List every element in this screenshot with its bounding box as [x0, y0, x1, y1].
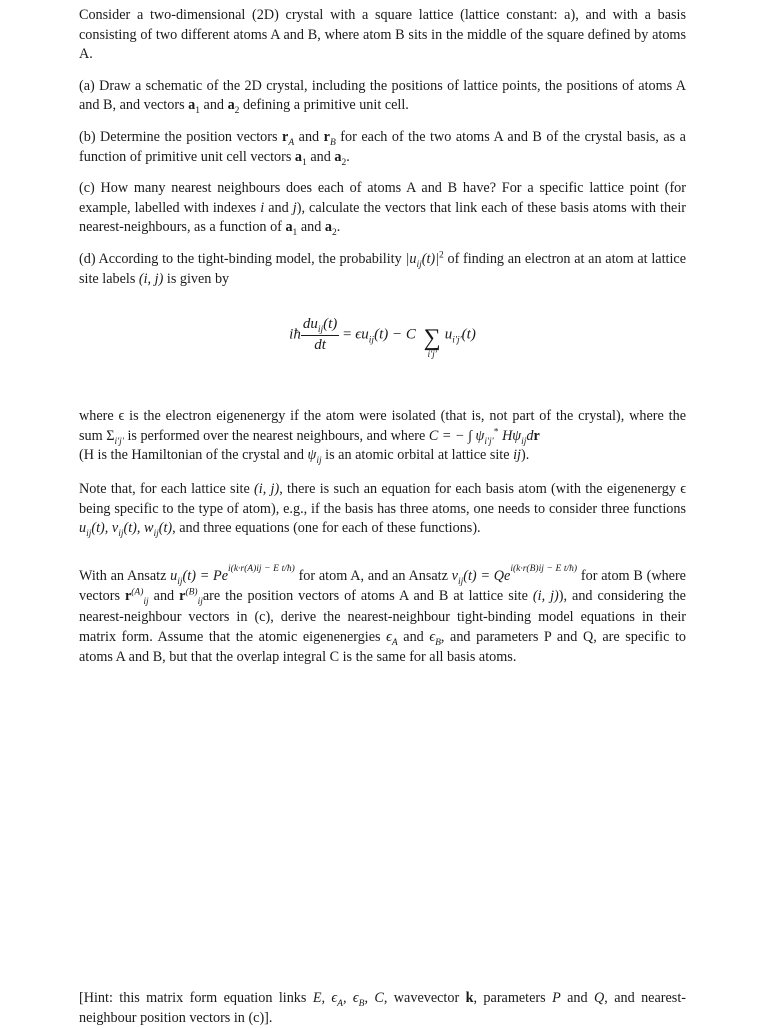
eq-sum-term-end: (t): [461, 326, 476, 343]
psi-subscript: i′j′: [484, 436, 494, 447]
hint-sub-A: A: [337, 999, 343, 1010]
dr-d: d: [526, 427, 534, 444]
eq-ihbar: iħ: [289, 326, 301, 343]
ansatz-v-rhs: (t) = Qe: [463, 567, 511, 584]
eq-denominator: dt: [314, 336, 326, 353]
conjunction: and: [148, 588, 180, 605]
vector-a2: a: [324, 219, 332, 236]
site-label: (i, j): [254, 480, 280, 497]
probability-expr: |u: [405, 250, 417, 267]
function-v-end: (t),: [123, 520, 144, 537]
problem-text: [79, 6, 686, 680]
hint-text-params: , parameters: [473, 990, 553, 1007]
ansatz-text: With an Ansatz: [79, 567, 171, 584]
vector-rB: r: [323, 128, 330, 145]
vector-rB-subscript: B: [329, 137, 336, 148]
hint-P: P: [552, 990, 561, 1007]
part-b-paragraph: [79, 128, 686, 167]
vector-a1-subscript: 1: [292, 228, 298, 239]
vector-a1: a: [294, 148, 303, 165]
function-w-sub: ij: [153, 528, 159, 539]
site-label: (i, j): [532, 588, 559, 605]
part-d-text-end: is given by: [163, 270, 230, 287]
hint-paragraph: [79, 989, 686, 1028]
part-c-text-middle: ), calculate the vectors that link each of these basis atoms with their nearest-neighbours, as a function of: [79, 199, 686, 236]
vector-a2-subscript: 2: [341, 157, 347, 168]
hint-C: , C: [364, 990, 384, 1007]
epsilon-B: ϵ: [429, 628, 436, 645]
overlap-integral: C = − ∫ ψ: [428, 427, 485, 444]
ansatz-text-derive: ), and considering the nearest-neighbour vectors in (c), derive the nearest-neighbour tight-binding model equations in their matrix form. Assume that the atomic eigenenergies: [79, 588, 686, 645]
part-a-text: (a) Draw a schematic of the 2D crystal, including the positions of lattice points, the positions of atoms A and B, and vectors: [79, 77, 686, 114]
conjunction: and: [306, 148, 335, 165]
dr-r: r: [533, 427, 540, 444]
vector-rA: r: [282, 128, 289, 145]
epsilon-A-sub: A: [391, 637, 398, 648]
index-i: i: [260, 199, 265, 216]
site-label: (i, j): [138, 270, 164, 287]
eq-derivative-fraction: [301, 315, 339, 355]
note-text-middle: , there is such an equation for each basis atom (with the eigenenergy ϵ being specific to the type of atom), e.g., if the basis has three atoms, one needs to consider three functions: [79, 480, 686, 517]
ansatz-text-vectors: for atom B (where vectors: [79, 567, 686, 605]
tight-binding-equation: [79, 315, 686, 367]
function-v: v: [111, 520, 119, 537]
probability-subscript: ij: [416, 259, 422, 270]
function-u-sub: ij: [86, 528, 92, 539]
function-u-end: (t),: [91, 520, 112, 537]
intro-paragraph: Consider a two-dimensional (2D) crystal with a square lattice (lattice constant: a), and with a basis consisting of two different atoms A and B, where atom B sits in the middle of the square defined by atoms A.: [79, 7, 686, 63]
hint-Q: Q: [594, 990, 605, 1007]
vector-rA-subscript: A: [288, 137, 295, 148]
conjunction: and: [264, 199, 293, 216]
hint-text: [Hint: this matrix form equation links: [79, 990, 313, 1007]
hint-vars: E, ϵ: [312, 990, 338, 1007]
psi-subscript: ij: [316, 456, 322, 467]
where-text: where ϵ is the electron eigenenergy if the atom were isolated (that is, not part of the crystal), where the sum Σ: [79, 408, 686, 444]
note-text-end: , and three equations (one for each of these functions).: [172, 520, 481, 537]
vector-a2-subscript: 2: [331, 228, 337, 239]
eq-num-text: du: [302, 316, 318, 333]
hint-k: k: [465, 990, 474, 1007]
eq-epsilon-term: ϵu: [355, 326, 369, 343]
function-u: u: [79, 520, 87, 537]
part-d-text-middle: of finding an electron at an atom at lattice site labels: [79, 250, 686, 287]
probability-expr-end: (t)|: [421, 250, 440, 267]
part-a-paragraph: [79, 77, 686, 116]
ansatz-u: u: [170, 567, 178, 584]
hint-epsilon-B: , ϵ: [342, 990, 359, 1007]
vector-rA-sup: (A): [131, 587, 144, 598]
ansatz-u-rhs: (t) = Pe: [182, 567, 229, 584]
hamiltonian-term: Hψ: [498, 427, 522, 444]
note-paragraph: [79, 480, 686, 539]
hint-text-wavevector: , wavevector: [383, 990, 466, 1007]
vector-rA: r: [124, 588, 132, 605]
sum-subscript: i′j′: [114, 436, 124, 447]
probability-exponent: 2: [439, 250, 444, 261]
hint-sub-B: B: [358, 999, 365, 1010]
ansatz-v-exponent: i(k·r(B)ij − E t/ħ): [510, 563, 578, 574]
vector-rB-sup: (B): [185, 587, 198, 598]
where-text-middle: is performed over the nearest neighbours, and where: [123, 427, 429, 444]
part-c-paragraph: [79, 179, 686, 238]
sigma-symbol: ∑: [423, 325, 441, 352]
where-text-orbital: is an atomic orbital at lattice site: [321, 447, 514, 464]
vector-rA-sub: ij: [143, 596, 149, 607]
vector-a1: a: [285, 219, 293, 236]
function-w-end: (t): [158, 520, 173, 537]
note-text: Note that, for each lattice site: [79, 480, 255, 497]
ansatz-v-sub: ij: [457, 576, 464, 587]
part-b-text-middle: for each of the two atoms A and B of the crystal basis, as a function of primitive unit cell vectors: [79, 128, 686, 165]
eq-sum-term: u: [444, 326, 453, 343]
ansatz-text-position: are the position vectors of atoms A and B at lattice site: [202, 588, 533, 605]
epsilon-A: ϵ: [386, 628, 392, 645]
vector-a2-subscript: 2: [234, 106, 240, 117]
conjunction: and: [297, 219, 325, 236]
conjunction: and: [397, 628, 430, 645]
ansatz-v: v: [451, 567, 458, 584]
part-c-text: (c) How many nearest neighbours does each of atoms A and B have? For a specific lattice point (for example, labelled with indexes: [79, 180, 686, 216]
eq-num-end: (t): [323, 316, 338, 333]
function-w: w: [143, 520, 154, 537]
where-text-end: ).: [521, 447, 530, 464]
function-v-sub: ij: [118, 528, 124, 539]
sigma-limits: i′j′: [427, 350, 437, 361]
eq-epsilon-end: (t) − C: [374, 326, 416, 343]
ansatz-u-exponent: i(k·r(A)ij − E t/ħ): [228, 563, 295, 574]
conjunction: and: [294, 128, 324, 145]
epsilon-B-sub: B: [435, 637, 441, 648]
eq-epsilon-sub: ij: [368, 335, 375, 346]
part-a-text-end: defining a primitive unit cell.: [239, 97, 409, 114]
conjunction: and: [199, 97, 228, 114]
vector-a1-subscript: 1: [195, 106, 200, 117]
eq-equals: =: [339, 326, 356, 343]
psi-symbol: ψ: [307, 447, 317, 464]
eq-num-sub: ij: [317, 325, 324, 336]
site-ij: ij: [513, 447, 521, 464]
ansatz-text-middle: for atom A, and an Ansatz: [294, 567, 452, 584]
part-d-text: (d) According to the tight-binding model, the probability: [79, 250, 406, 267]
period: .: [346, 148, 350, 165]
psi-subscript: ij: [521, 436, 527, 447]
eq-numerator: [301, 315, 339, 336]
psi-conjugate: *: [493, 426, 499, 437]
part-b-text: (b) Determine the position vectors: [79, 128, 283, 145]
part-d-paragraph: [79, 250, 686, 289]
vector-rB-sub: ij: [197, 596, 203, 607]
eq-sum-term-sub: i′j′: [452, 335, 462, 346]
index-j: j: [292, 199, 297, 216]
period: .: [336, 219, 341, 236]
conjunction: and: [560, 990, 595, 1007]
vector-a1-subscript: 1: [302, 157, 307, 168]
eq-summation: [424, 326, 441, 360]
vector-a2: a: [334, 148, 342, 165]
ansatz-paragraph: [79, 559, 686, 668]
hint-text-end: , and nearest-neighbour position vectors in (c)].: [79, 990, 686, 1026]
where-text-hamiltonian: (H is the Hamiltonian of the crystal and: [79, 447, 308, 464]
vector-a1: a: [188, 97, 196, 114]
ansatz-text-end: , and parameters P and Q, are specific to atoms A and B, but that the overlap integral C is the same for all basis atoms.: [79, 628, 686, 666]
vector-a2: a: [227, 97, 235, 114]
vector-rB: r: [179, 588, 186, 605]
ansatz-u-sub: ij: [177, 576, 183, 587]
where-paragraph: [79, 407, 686, 466]
